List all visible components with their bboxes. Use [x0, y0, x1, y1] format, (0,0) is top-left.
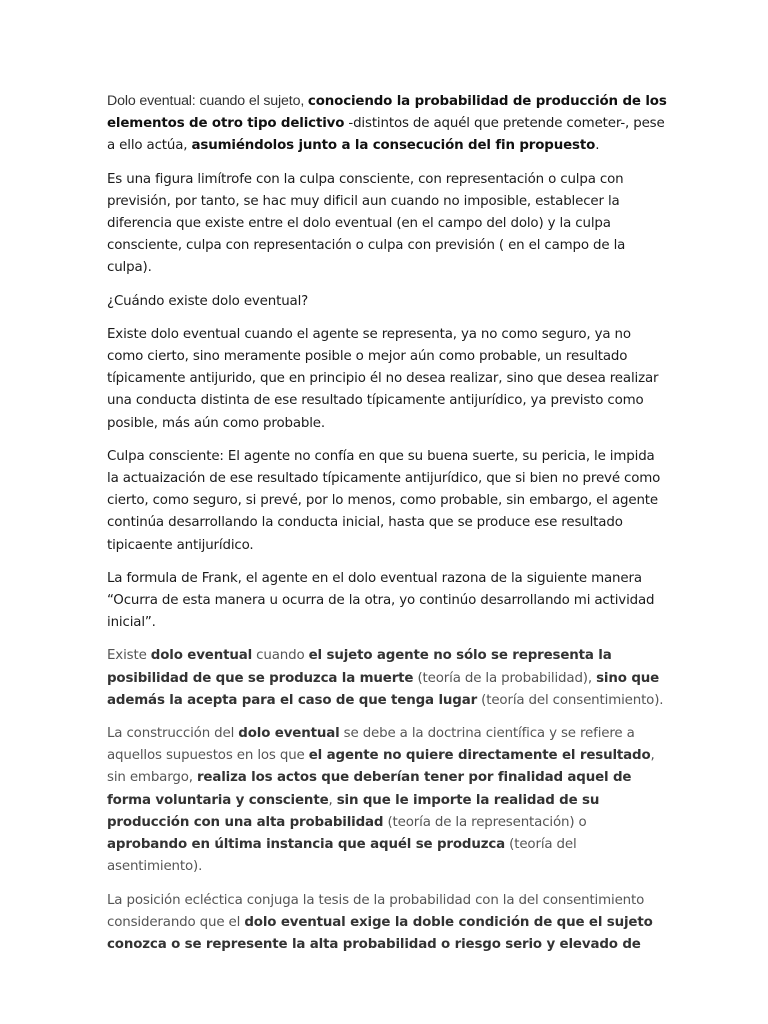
- text-run: cuando: [252, 648, 309, 664]
- text-run: -distintos de aquél que pretende cometer-, pese a ello actúa,: [107, 116, 665, 154]
- text-run: Existe: [107, 648, 151, 664]
- text-run: , sin embargo,: [107, 748, 655, 786]
- paragraph: [107, 291, 667, 313]
- bold-text-run: asumiéndolos junto a la consecución del fin propuesto: [191, 138, 596, 154]
- text-run: (teoría del consentimiento).: [477, 692, 664, 708]
- bold-text-run: conociendo la probabilidad de producción de los elementos de otro tipo delictivo: [107, 94, 667, 132]
- text-run: La posición ecléctica conjuga la tesis de la probabilidad con la del consentimiento considerando que el: [107, 892, 645, 930]
- bold-text-run: dolo eventual exige la doble condición de que el sujeto conozca o se represente la alta probabilidad o riesgo serio y elevado de: [107, 914, 653, 952]
- text-run: Existe dolo eventual cuando el agente se representa, ya no como seguro, ya no como cierto, sino meramente posible o mejor aún como probable, un resultado típicamente antijurido, que en principio él no desea realizar, sino que desea realizar una conducta distinta de ese resultado típicamente antijurídico, ya previsto como posible, más aún como probable.: [107, 326, 659, 431]
- text-run: se debe a la doctrina científica y se refiere a aquellos supuestos en los que: [107, 726, 635, 764]
- text-run: Dolo eventual: cuando el sujeto,: [107, 93, 308, 109]
- bold-text-run: realiza los actos que deberían tener por finalidad aquel de forma voluntaria y consciente: [107, 770, 632, 808]
- bold-text-run: sino que además la acepta para el caso de que tenga lugar: [107, 670, 660, 708]
- paragraph: [107, 169, 667, 280]
- paragraph: [107, 446, 667, 557]
- text-run: (teoría de la representación) o: [383, 814, 587, 830]
- paragraph: [107, 90, 667, 158]
- bold-text-run: sin que le importe la realidad de su producción con una alta probabilidad: [107, 792, 600, 830]
- text-run: ,: [328, 792, 337, 808]
- paragraph: [107, 568, 667, 635]
- text-run: ¿Cuándo existe dolo eventual?: [107, 293, 309, 309]
- bold-text-run: el sujeto agente no sólo se representa la posibilidad de que se produzca la muerte: [107, 648, 612, 686]
- text-run: .: [595, 138, 600, 154]
- paragraph: [107, 645, 667, 712]
- text-run: Es una figura limítrofe con la culpa consciente, con representación o culpa con previsión, por tanto, se hac muy dificil aun cuando no imposible, establecer la diferencia que existe entre el dolo eventual (en el campo del dolo) y la culpa consciente, culpa con representación o culpa con previsión ( en el campo de la culpa).: [107, 171, 626, 276]
- paragraph: [107, 890, 667, 957]
- text-run: (teoría del asentimiento).: [107, 837, 577, 875]
- text-run: Culpa consciente: El agente no confía en que su buena suerte, su pericia, le impida la actuaización de ese resultado típicamente antijurídico, que si bien no prevé como cierto, como seguro, si prevé, por lo menos, como probable, sin embargo, el agente continúa desarrollando la conducta inicial, hasta que se produce ese resultado tipicaente antijurídico.: [107, 448, 661, 553]
- text-run: (teoría de la probabilidad),: [413, 670, 597, 686]
- bold-text-run: aprobando en última instancia que aquél se produzca: [107, 837, 506, 853]
- bold-text-run: dolo eventual: [238, 726, 340, 742]
- text-run: La construcción del: [107, 726, 239, 742]
- text-run: La formula de Frank, el agente en el dolo eventual razona de la siguiente manera “Ocurra de esta manera u ocurra de la otra, yo continúo desarrollando mi actividad inicial”.: [107, 570, 655, 631]
- document-body: [107, 90, 667, 967]
- bold-text-run: el agente no quiere directamente el resultado: [308, 748, 651, 764]
- bold-text-run: dolo eventual: [150, 648, 253, 664]
- paragraph: [107, 723, 667, 878]
- paragraph: [107, 324, 667, 435]
